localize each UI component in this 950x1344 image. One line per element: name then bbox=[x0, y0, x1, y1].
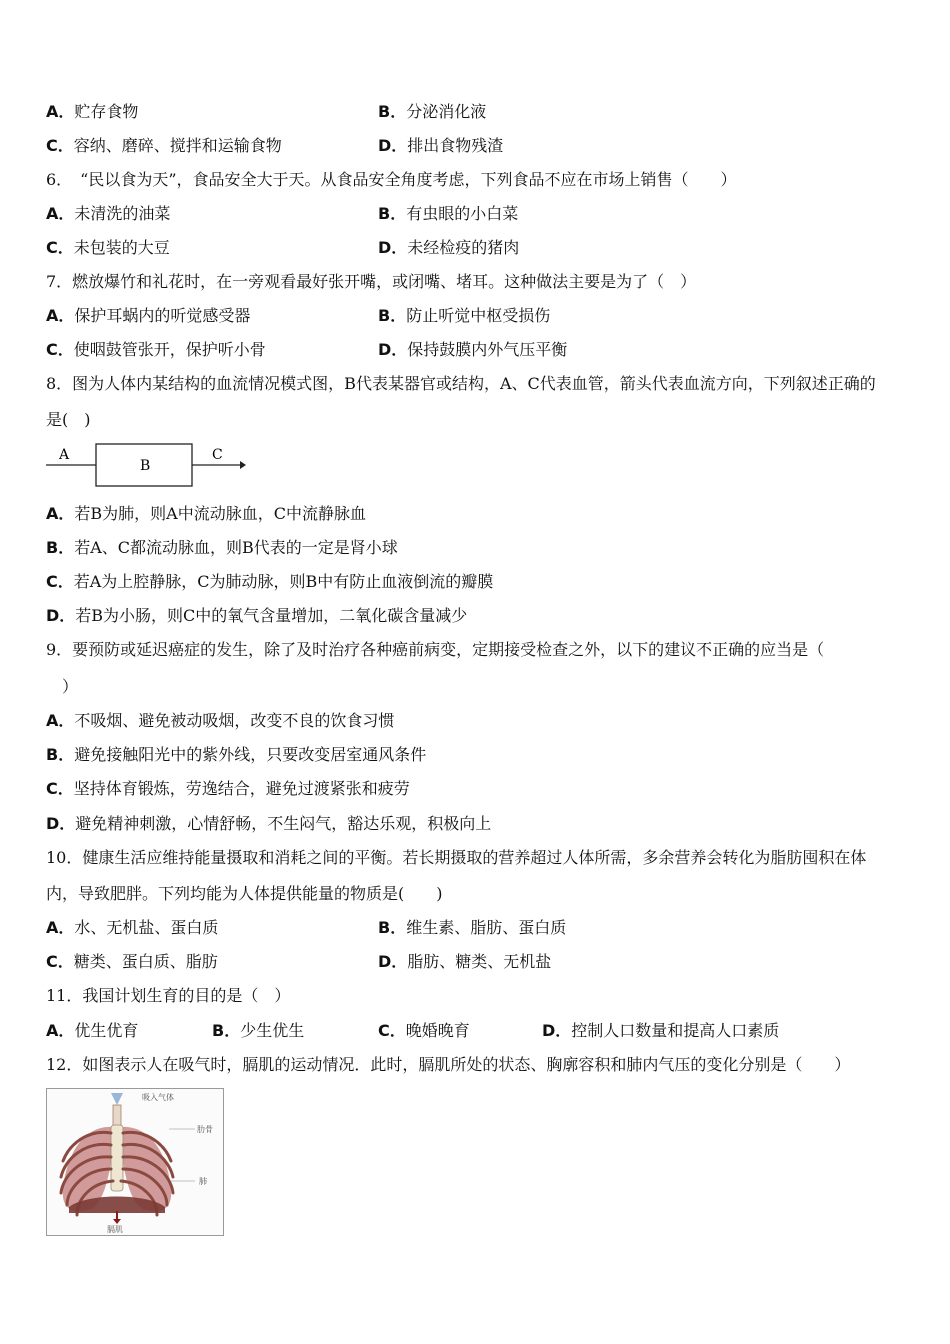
q6-option-a: A．未清洗的油菜 bbox=[46, 204, 171, 223]
label-inhaled-air: 吸入气体 bbox=[142, 1093, 174, 1102]
blood-flow-diagram bbox=[46, 442, 246, 488]
q8-stem-line1: 8．图为人体内某结构的血流情况模式图，B代表某器官或结构，A、C代表血管，箭头代表血流方向，下列叙述正确的 bbox=[46, 374, 876, 393]
q6-option-b: B．有虫眼的小白菜 bbox=[378, 204, 519, 223]
q6-option-d: D．未经检疫的猪肉 bbox=[378, 238, 520, 257]
q9-stem-line1: 9．要预防或延迟癌症的发生，除了及时治疗各种癌前病变，定期接受检查之外，以下的建议不正确的应当是（ bbox=[46, 640, 825, 659]
q9-stem-line2: ） bbox=[62, 677, 79, 696]
label-diaphragm: 膈肌 bbox=[107, 1225, 123, 1234]
q7-stem: 7．燃放爆竹和礼花时，在一旁观看最好张开嘴，或闭嘴、堵耳。这种做法主要是为了（ ） bbox=[46, 272, 697, 291]
label-c: C bbox=[212, 447, 223, 463]
q9-option-b: B．避免接触阳光中的紫外线，只要改变居室通风条件 bbox=[46, 745, 427, 764]
ribcage-illustration bbox=[47, 1089, 223, 1235]
q10-option-a: A．水、无机盐、蛋白质 bbox=[46, 918, 219, 937]
label-b: B bbox=[140, 458, 151, 474]
q11-option-d: D．控制人口数量和提高人口素质 bbox=[542, 1021, 780, 1040]
q11-option-c: C．晚婚晚育 bbox=[378, 1021, 470, 1040]
label-lung: 肺 bbox=[199, 1177, 207, 1186]
q8-stem-line2: 是( ) bbox=[46, 410, 91, 429]
q8-option-c: C．若A为上腔静脉，C为肺动脉，则B中有防止血液倒流的瓣膜 bbox=[46, 572, 494, 591]
q7-option-b: B．防止听觉中枢受损伤 bbox=[378, 306, 551, 325]
q11-option-b: B．少生优生 bbox=[212, 1021, 305, 1040]
q12-stem: 12．如图表示人在吸气时，膈肌的运动情况．此时，膈肌所处的状态、胸廓容积和肺内气压的变化分别是（ ） bbox=[46, 1055, 851, 1074]
q10-stem-line2: 内，导致肥胖。下列均能为人体提供能量的物质是( ) bbox=[46, 884, 443, 903]
q8-option-a: A．若B为肺，则A中流动脉血，C中流静脉血 bbox=[46, 504, 366, 523]
label-a: A bbox=[59, 447, 70, 463]
q10-option-b: B．维生素、脂肪、蛋白质 bbox=[378, 918, 567, 937]
q10-option-c: C．糖类、蛋白质、脂肪 bbox=[46, 952, 218, 971]
q6-stem: 6． “民以食为天”，食品安全大于天。从食品安全角度考虑，下列食品不应在市场上销售（ ） bbox=[46, 170, 737, 189]
down-arrow-icon bbox=[113, 1219, 121, 1224]
q9-option-a: A．不吸烟、避免被动吸烟，改变不良的饮食习惯 bbox=[46, 711, 395, 730]
q7-option-a: A．保护耳蜗内的听觉感受器 bbox=[46, 306, 251, 325]
q10-option-d: D．脂肪、糖类、无机盐 bbox=[378, 952, 552, 971]
q8-option-d: D．若B为小肠，则C中的氧气含量增加，二氧化碳含量减少 bbox=[46, 606, 468, 625]
q7-option-c: C．使咽鼓管张开，保护听小骨 bbox=[46, 340, 266, 359]
q5-option-d: D．排出食物残渣 bbox=[378, 136, 504, 155]
q10-stem-line1: 10．健康生活应维持能量摄取和消耗之间的平衡。若长期摄取的营养超过人体所需，多余营养会转化为脂肪囤积在体 bbox=[46, 848, 867, 867]
q5-option-a: A．贮存食物 bbox=[46, 102, 139, 121]
q11-stem: 11．我国计划生育的目的是（ ） bbox=[46, 986, 291, 1005]
q11-option-a: A．优生优育 bbox=[46, 1021, 139, 1040]
q9-option-c: C．坚持体育锻炼，劳逸结合，避免过渡紧张和疲劳 bbox=[46, 779, 410, 798]
q6-option-c: C．未包装的大豆 bbox=[46, 238, 170, 257]
air-inflow-arrow-icon bbox=[111, 1093, 123, 1105]
flow-arrowhead bbox=[240, 461, 246, 469]
label-rib: 肋骨 bbox=[197, 1125, 213, 1134]
q8-option-b: B．若A、C都流动脉血，则B代表的一定是肾小球 bbox=[46, 538, 398, 557]
q5-option-c: C．容纳、磨碎、搅拌和运输食物 bbox=[46, 136, 282, 155]
q5-option-b: B．分泌消化液 bbox=[378, 102, 487, 121]
ribcage-figure bbox=[46, 1088, 224, 1236]
q7-option-d: D．保持鼓膜内外气压平衡 bbox=[378, 340, 568, 359]
q9-option-d: D．避免精神刺激，心情舒畅，不生闷气，豁达乐观，积极向上 bbox=[46, 814, 492, 833]
